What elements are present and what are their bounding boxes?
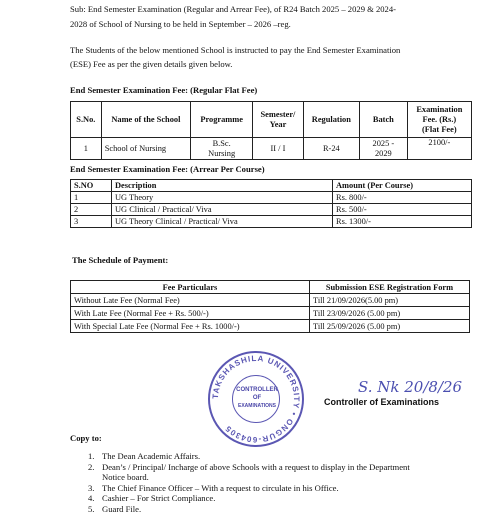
subject-line-2: 2028 of School of Nursing to be held in September – 2026 –reg. bbox=[70, 18, 291, 31]
seal-line-3: EXAMINATIONS bbox=[233, 403, 281, 410]
intro-line-2: (ESE) Fee as per the given details given below. bbox=[70, 58, 232, 71]
cell-particulars: With Late Fee (Normal Fee + Rs. 500/-) bbox=[71, 307, 310, 320]
header-semester bbox=[253, 102, 303, 138]
header-particulars: Fee Particulars bbox=[71, 281, 310, 294]
arrear-fee-table bbox=[70, 179, 472, 228]
cell-fee: 2100/- bbox=[407, 138, 471, 160]
item-number: 2. bbox=[88, 462, 102, 473]
list-item-continuation bbox=[88, 472, 488, 483]
cell-programme-l1: B.Sc. bbox=[194, 139, 249, 149]
cell-batch-l2: 2029 bbox=[363, 149, 404, 159]
item-text: Dean’s / Principal/ Incharge of above Schools with a request to display in the Department bbox=[102, 462, 410, 472]
header-fee-l1: Examination bbox=[411, 105, 468, 115]
seal-line-2: OF bbox=[233, 395, 281, 402]
copy-to-list bbox=[88, 451, 488, 514]
cell-description: UG Theory bbox=[112, 192, 333, 204]
table-row bbox=[71, 192, 472, 204]
item-number: 5. bbox=[88, 504, 102, 514]
header-fee bbox=[407, 102, 471, 138]
header-description: Description bbox=[112, 180, 333, 192]
arrear-fee-heading: End Semester Examination Fee: (Arrear Per Course) bbox=[70, 163, 265, 176]
regular-fee-heading: End Semester Examination Fee: (Regular Flat Fee) bbox=[70, 84, 257, 97]
table-row bbox=[71, 294, 470, 307]
cell-sno: 1 bbox=[71, 138, 102, 160]
item-text-cont: Notice board. bbox=[102, 472, 149, 482]
header-sno: S.NO bbox=[71, 180, 112, 192]
seal-inner-circle bbox=[232, 375, 280, 423]
cell-amount: Rs. 500/- bbox=[333, 204, 472, 216]
table-row bbox=[71, 216, 472, 228]
table-row bbox=[71, 307, 470, 320]
cell-semester: II / I bbox=[253, 138, 303, 160]
item-text: The Dean Academic Affairs. bbox=[102, 451, 200, 461]
university-seal bbox=[208, 351, 304, 447]
header-submission: Submission ESE Registration Form bbox=[310, 281, 470, 294]
header-sno: S.No. bbox=[71, 102, 102, 138]
cell-regulation: R-24 bbox=[303, 138, 359, 160]
cell-batch bbox=[360, 138, 408, 160]
cell-sno: 3 bbox=[71, 216, 112, 228]
item-number: 4. bbox=[88, 493, 102, 504]
regular-fee-table bbox=[70, 101, 472, 160]
cell-particulars: Without Late Fee (Normal Fee) bbox=[71, 294, 310, 307]
header-fee-l3: (Flat Fee) bbox=[411, 125, 468, 135]
cell-sno: 2 bbox=[71, 204, 112, 216]
seal-line-1: CONTROLLER bbox=[233, 387, 281, 394]
signature-scribble: S. Nk 20/8/26 bbox=[358, 378, 462, 396]
cell-amount: Rs. 800/- bbox=[333, 192, 472, 204]
cell-amount: Rs. 1300/- bbox=[333, 216, 472, 228]
cell-batch-l1: 2025 - bbox=[363, 139, 404, 149]
table-row bbox=[71, 320, 470, 333]
seal-ring-label: TAKSHASHILA UNIVERSITY • ONGUR-604305 bbox=[211, 354, 301, 444]
header-programme: Programme bbox=[191, 102, 253, 138]
subject-line-1: Sub: End Semester Examination (Regular and Arrear Fee), of R24 Batch 2025 – 2029 & 2024- bbox=[70, 3, 396, 16]
header-amount: Amount (Per Course) bbox=[333, 180, 472, 192]
cell-description: UG Theory Clinical / Practical/ Viva bbox=[112, 216, 333, 228]
item-text: Cashier – For Strict Compliance. bbox=[102, 493, 215, 503]
list-item bbox=[88, 483, 488, 494]
cell-programme bbox=[191, 138, 253, 160]
copy-to-label: Copy to: bbox=[70, 432, 102, 445]
table-row bbox=[71, 138, 472, 160]
header-regulation: Regulation bbox=[303, 102, 359, 138]
item-text: The Chief Finance Officer – With a request to circulate in his Office. bbox=[102, 483, 339, 493]
list-item bbox=[88, 451, 488, 462]
signature-title: Controller of Examinations bbox=[324, 396, 439, 409]
header-semester-l2: Year bbox=[256, 120, 299, 130]
cell-submission: Till 21/09/2026(5.00 pm) bbox=[310, 294, 470, 307]
cell-description: UG Clinical / Practical/ Viva bbox=[112, 204, 333, 216]
list-item bbox=[88, 504, 488, 514]
cell-school: School of Nursing bbox=[101, 138, 190, 160]
schedule-heading: The Schedule of Payment: bbox=[72, 254, 168, 267]
cell-particulars: With Special Late Fee (Normal Fee + Rs. 1000/-) bbox=[71, 320, 310, 333]
cell-submission: Till 23/09/2026 (5.00 pm) bbox=[310, 307, 470, 320]
schedule-table bbox=[70, 280, 470, 333]
list-item bbox=[88, 462, 488, 473]
cell-sno: 1 bbox=[71, 192, 112, 204]
cell-submission: Till 25/09/2026 (5.00 pm) bbox=[310, 320, 470, 333]
header-school: Name of the School bbox=[101, 102, 190, 138]
header-semester-l1: Semester/ bbox=[256, 110, 299, 120]
header-fee-l2: Fee. (Rs.) bbox=[411, 115, 468, 125]
item-number: 3. bbox=[88, 483, 102, 494]
item-number: 1. bbox=[88, 451, 102, 462]
cell-programme-l2: Nursing bbox=[194, 149, 249, 159]
list-item bbox=[88, 493, 488, 504]
item-text: Guard File. bbox=[102, 504, 141, 514]
table-row bbox=[71, 204, 472, 216]
intro-line-1: The Students of the below mentioned School is instructed to pay the End Semester Examination bbox=[70, 44, 400, 57]
header-batch: Batch bbox=[360, 102, 408, 138]
